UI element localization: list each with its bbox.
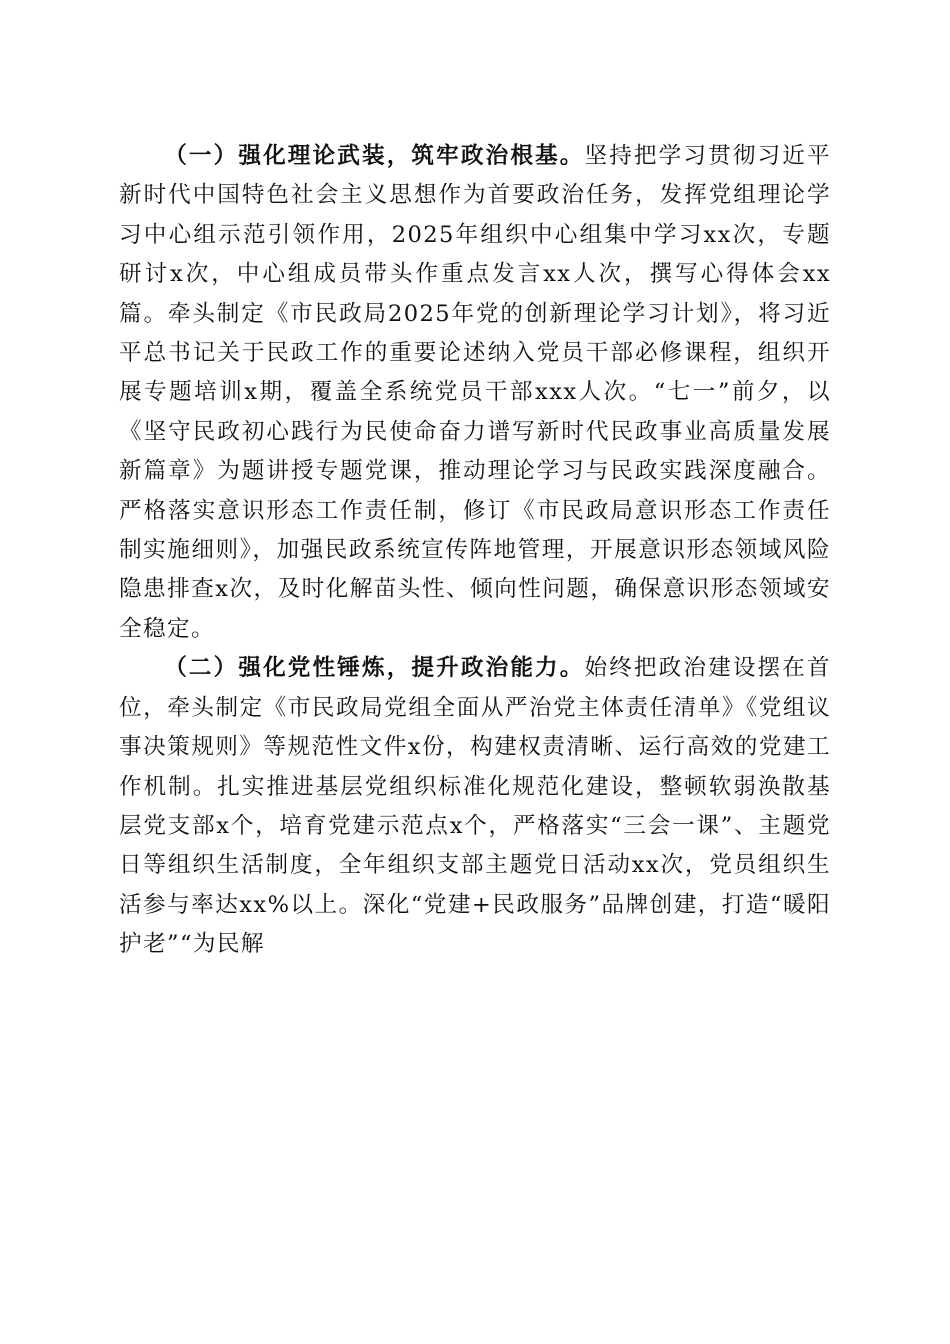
paragraph-2-heading: （二）强化党性锤炼，提升政治能力。 (164, 655, 585, 682)
paragraph-1-heading: （一）强化理论武装，筑牢政治根基。 (164, 143, 585, 169)
paragraph-2-body: 始终把政治建设摆在首位，牵头制定《市民政局党组全面从严治党主体责任清单》《党组议事决策规则》等规范性文件x份，构建权责清晰、运行高效的党建工作机制。扎实推进基层党组织标准化规范化建设，整顿软弱涣散基层党支部x个，培育党建示范点x个，严格落实“三会一课”、主题党日等组织生活制度，全年组织支部主题党日活动xx次，党员组织生活参与率达xx%以上。深化“党建+民政服务”品牌创建，打造“暖阳护老”“为民解 (119, 655, 831, 958)
paragraph-1 (119, 137, 831, 649)
document-body (119, 137, 831, 965)
paragraph-2 (119, 649, 831, 964)
paragraph-1-body: 坚持把学习贯彻习近平新时代中国特色社会主义思想作为首要政治任务，发挥党组理论学习中心组示范引领作用，2025年组织中心组集中学习xx次，专题研讨x次，中心组成员带头作重点发言xx人次，撰写心得体会xx篇。牵头制定《市民政局2025年党的创新理论学习计划》，将习近平总书记关于民政工作的重要论述纳入党员干部必修课程，组织开展专题培训x期，覆盖全系统党员干部xxx人次。“七一”前夕，以《坚守民政初心践行为民使命奋力谱写新时代民政事业高质量发展新篇章》为题讲授专题党课，推动理论学习与民政实践深度融合。严格落实意识形态工作责任制，修订《市民政局意识形态工作责任制实施细则》，加强民政系统宣传阵地管理，开展意识形态领域风险隐患排查x次，及时化解苗头性、倾向性问题，确保意识形态领域安全稳定。 (119, 143, 831, 642)
